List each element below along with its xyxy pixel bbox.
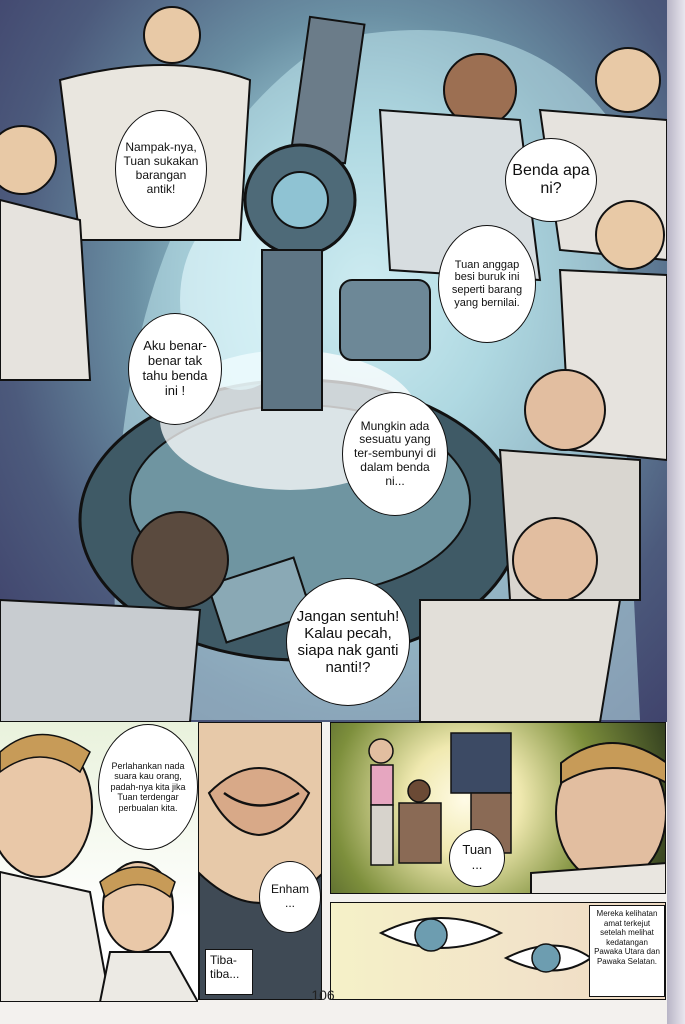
panel-whisper xyxy=(0,722,198,1002)
panel-eyes xyxy=(330,902,666,1000)
bubble-what-is-this: Benda apa ni? xyxy=(505,138,597,222)
panel-arrival xyxy=(330,722,666,894)
bubble-dont-touch: Jangan sentuh! Kalau pecah, siapa nak ganti nanti!? xyxy=(286,578,410,706)
bubble-enham: Enham ... xyxy=(259,861,321,933)
panel-closeup-mouth xyxy=(198,722,322,1000)
bubble-dont-know: Aku benar-benar tak tahu benda ini ! xyxy=(128,313,222,425)
man-figure xyxy=(399,780,441,863)
caption-suddenly: Tiba-tiba... xyxy=(205,949,253,995)
old-man-face xyxy=(531,743,666,894)
bubble-lower-voice: Perlahankan nada suara kau orang, padah-nya kita jika Tuan terdengar perbualan kita. xyxy=(98,724,198,850)
woman-figure xyxy=(369,739,393,865)
page-number: 106 xyxy=(311,987,335,1003)
bubble-scrap-iron: Tuan anggap besi buruk ini seperti barang yang bernilai. xyxy=(438,225,536,343)
caption-shocked: Mereka kelihatan amat terkejut setelah melihat kedatangan Pawaka Utara dan Pawaka Selatan. xyxy=(589,905,665,997)
book-spine xyxy=(667,0,685,1024)
bubble-antique: Nampak-nya, Tuan sukakan barangan antik! xyxy=(115,110,207,228)
bubble-tuan: Tuan ... xyxy=(449,829,505,887)
bubble-hidden-inside: Mungkin ada sesuatu yang ter-sembunyi di dalam benda ni... xyxy=(342,392,448,516)
